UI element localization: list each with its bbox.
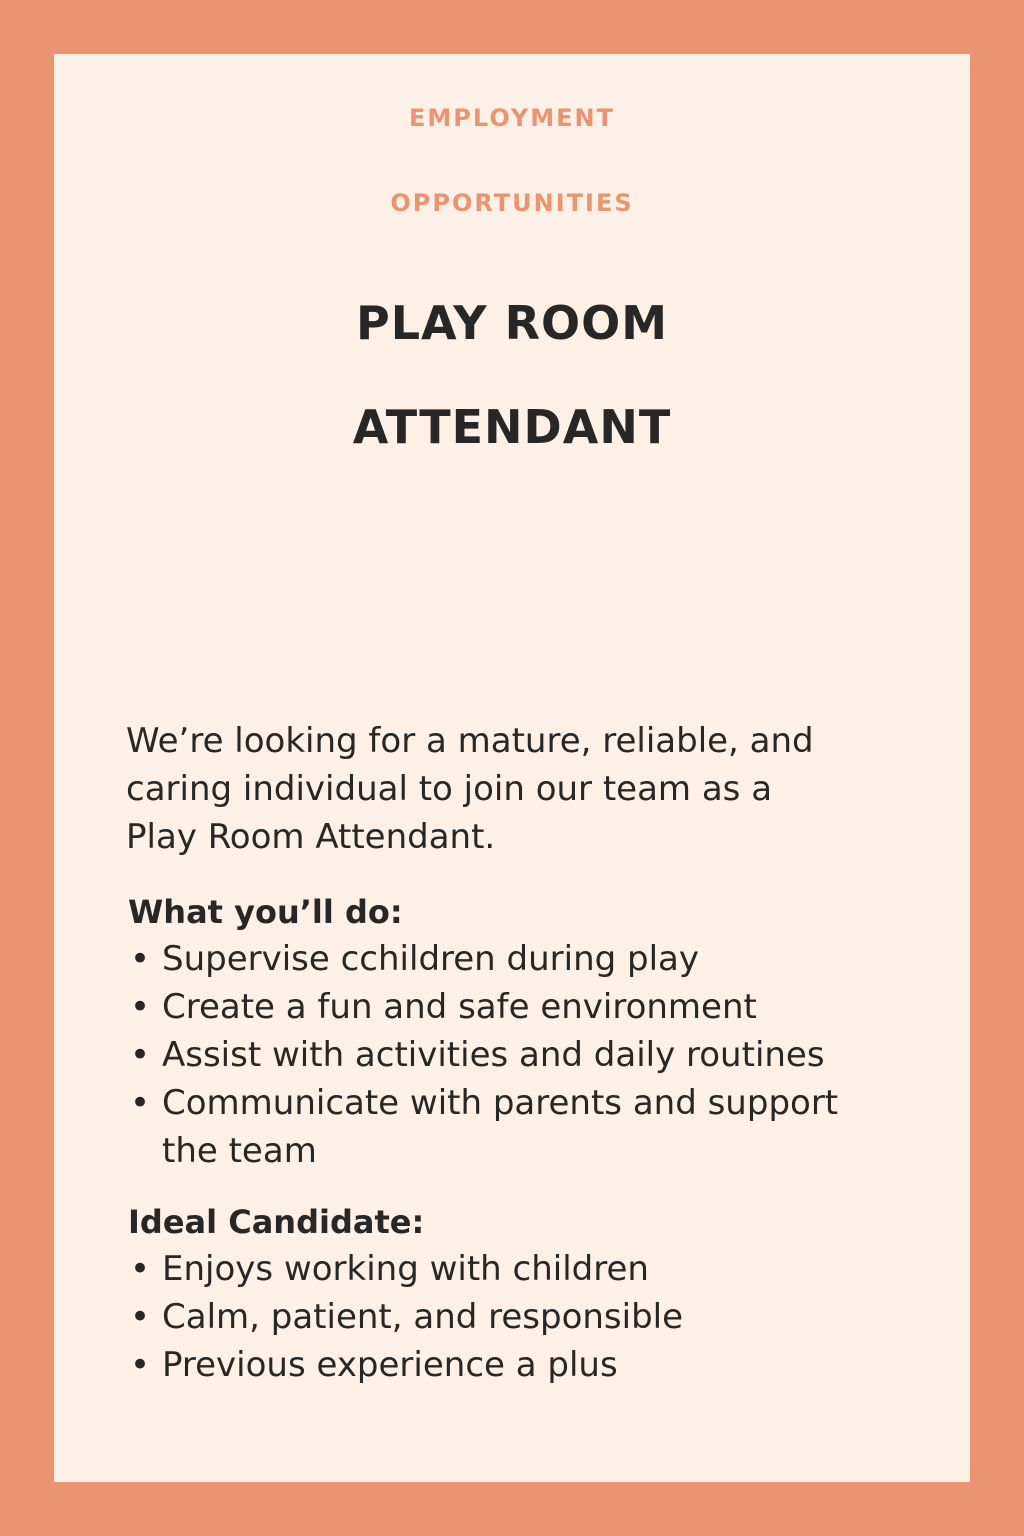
duty-text: Communicate with parents and support	[162, 1083, 839, 1123]
header-line-1: EMPLOYMENT	[409, 104, 615, 132]
intro-line-2: caring individual to join our team as a	[126, 769, 773, 809]
candidate-label: Ideal Candidate:	[128, 1203, 425, 1241]
bullet-icon: •	[130, 1345, 151, 1385]
candidate-text: Enjoys working with children	[162, 1249, 649, 1289]
duty-item	[130, 939, 700, 979]
candidate-item	[130, 1249, 649, 1289]
candidate-text: Calm, patient, and responsible	[162, 1297, 684, 1337]
candidate-item	[130, 1345, 618, 1385]
intro-line-1: We’re looking for a mature, reliable, and	[126, 721, 814, 761]
job-title-line-2: ATTENDANT	[352, 400, 672, 454]
bullet-icon: •	[130, 1249, 151, 1289]
duties-label: What you’ll do:	[128, 893, 403, 931]
bullet-icon: •	[130, 1035, 151, 1075]
bullet-icon: •	[130, 939, 151, 979]
duty-text: Assist with activities and daily routines	[162, 1035, 825, 1075]
duty-item	[130, 1083, 839, 1123]
duty-text: Create a fun and safe environment	[162, 987, 757, 1027]
job-poster	[54, 54, 970, 1482]
bullet-icon: •	[130, 1297, 151, 1337]
header-line-2: OPPORTUNITIES	[390, 189, 634, 217]
duty-text: Supervise cchildren during play	[162, 939, 700, 979]
duty-item-continuation: the team	[162, 1131, 317, 1171]
intro-line-3: Play Room Attendant.	[126, 817, 496, 857]
bullet-icon: •	[130, 1083, 151, 1123]
candidate-item	[130, 1297, 684, 1337]
bullet-icon: •	[130, 987, 151, 1027]
job-title-line-1: PLAY ROOM	[356, 296, 668, 350]
candidate-text: Previous experience a plus	[162, 1345, 618, 1385]
duty-item	[130, 987, 757, 1027]
duty-item	[130, 1035, 825, 1075]
